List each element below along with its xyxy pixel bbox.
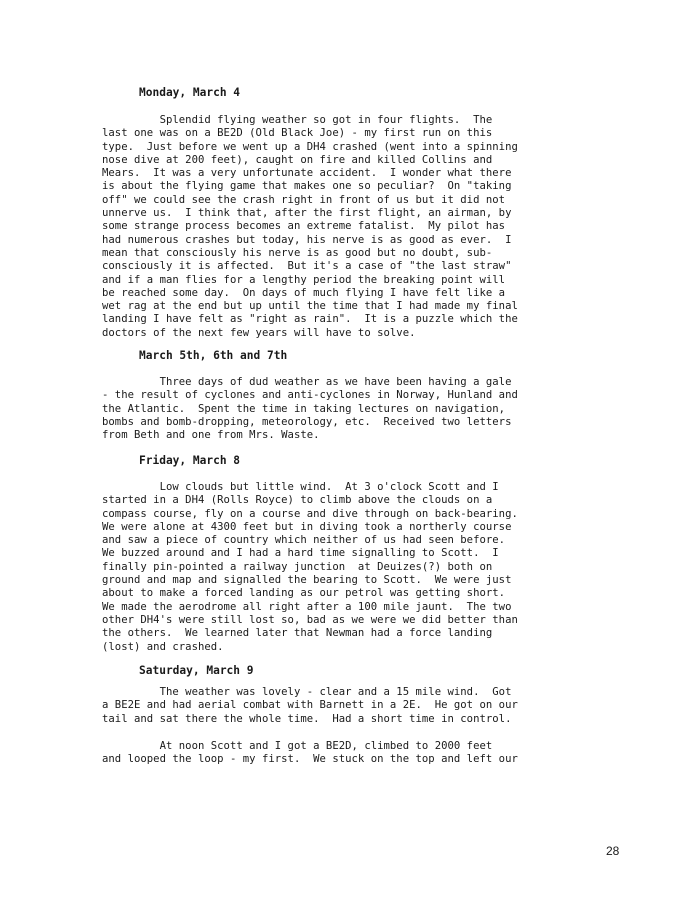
text-line: tail and sat there the whole time. Had a short time in control. <box>102 712 512 725</box>
page-number: 28 <box>606 844 620 858</box>
text-line: wet rag at the end but up until the time that I had made my final <box>102 300 518 313</box>
paragraph-march-4 <box>102 114 518 340</box>
text-line: and if a man flies for a lengthy period the breaking point will <box>102 273 506 286</box>
text-line: other DH4's were still lost so, bad as we were we did better than <box>102 613 518 626</box>
text-line: and saw a piece of country which neither of us had seen before. <box>102 534 506 547</box>
text-line: and looped the loop - my first. We stuck on the top and left our <box>102 753 518 766</box>
text-line: At noon Scott and I got a BE2D, climbed to 2000 feet <box>102 740 493 752</box>
paragraph-march-5-7 <box>102 376 518 442</box>
entry-heading-march-4: Monday, March 4 <box>139 86 241 99</box>
text-line: We were alone at 4300 feet but in diving took a northerly course <box>102 520 512 533</box>
text-line: (lost) and crashed. <box>102 640 224 653</box>
text-line: ground and map and signalled the bearing to Scott. We were just <box>102 574 512 587</box>
paragraph-march-8 <box>102 481 518 654</box>
text-line: We made the aerodrome all right after a 100 mile jaunt. The two <box>102 600 512 613</box>
text-line: Splendid flying weather so got in four flights. The <box>102 114 493 126</box>
text-line: type. Just before we went up a DH4 crashed (went into a spinning <box>102 140 518 153</box>
entry-heading-march-5-7: March 5th, 6th and 7th <box>139 349 288 362</box>
entry-heading-march-9: Saturday, March 9 <box>139 664 254 677</box>
text-line: had numerous crashes but today, his nerve is as good as ever. I <box>102 233 512 246</box>
text-line: from Beth and one from Mrs. Waste. <box>102 429 320 442</box>
text-line: Three days of dud weather as we have been having a gale <box>102 376 512 388</box>
text-line: started in a DH4 (Rolls Royce) to climb above the clouds on a <box>102 494 493 507</box>
text-line: finally pin-pointed a railway junction at Deuizes(?) both on <box>102 560 493 573</box>
text-line: last one was on a BE2D (Old Black Joe) - my first run on this <box>102 127 493 140</box>
text-line: unnerve us. I think that, after the first flight, an airman, by <box>102 207 512 220</box>
text-line: about to make a forced landing as our petrol was getting short. <box>102 587 506 600</box>
text-line: mean that consciously his nerve is as good but no doubt, sub- <box>102 246 493 259</box>
text-line: the others. We learned later that Newman had a force landing <box>102 627 493 640</box>
paragraph-march-9-b <box>102 740 518 767</box>
text-line: compass course, fly on a course and dive through on back-bearing. <box>102 507 518 520</box>
text-line: a BE2E and had aerial combat with Barnett in a 2E. He got on our <box>102 699 518 712</box>
text-line: be reached some day. On days of much flying I have felt like a <box>102 286 506 299</box>
text-line: some strange process becomes an extreme fatalist. My pilot has <box>102 220 506 233</box>
text-line: nose dive at 200 feet), caught on fire and killed Collins and <box>102 153 493 166</box>
paragraph-march-9-a <box>102 686 518 726</box>
text-line: We buzzed around and I had a hard time signalling to Scott. I <box>102 547 499 560</box>
text-line: landing I have felt as "right as rain". It is a puzzle which the <box>102 313 518 326</box>
entry-heading-march-8: Friday, March 8 <box>139 454 241 467</box>
text-line: Mears. It was a very unfortunate accident. I wonder what there <box>102 167 512 180</box>
text-line: consciously it is affected. But it's a case of "the last straw" <box>102 260 512 273</box>
text-line: Low clouds but little wind. At 3 o'clock Scott and I <box>102 481 499 493</box>
text-line: the Atlantic. Spent the time in taking lectures on navigation, <box>102 402 506 415</box>
text-line: off" we could see the crash right in front of us but it did not <box>102 193 506 206</box>
text-line: - the result of cyclones and anti-cyclones in Norway, Hunland and <box>102 389 518 402</box>
text-line: doctors of the next few years will have to solve. <box>102 326 416 339</box>
text-line: is about the flying game that makes one so peculiar? On "taking <box>102 180 512 193</box>
text-line: bombs and bomb-dropping, meteorology, etc. Received two letters <box>102 415 512 428</box>
text-line: The weather was lovely - clear and a 15 mile wind. Got <box>102 686 512 698</box>
